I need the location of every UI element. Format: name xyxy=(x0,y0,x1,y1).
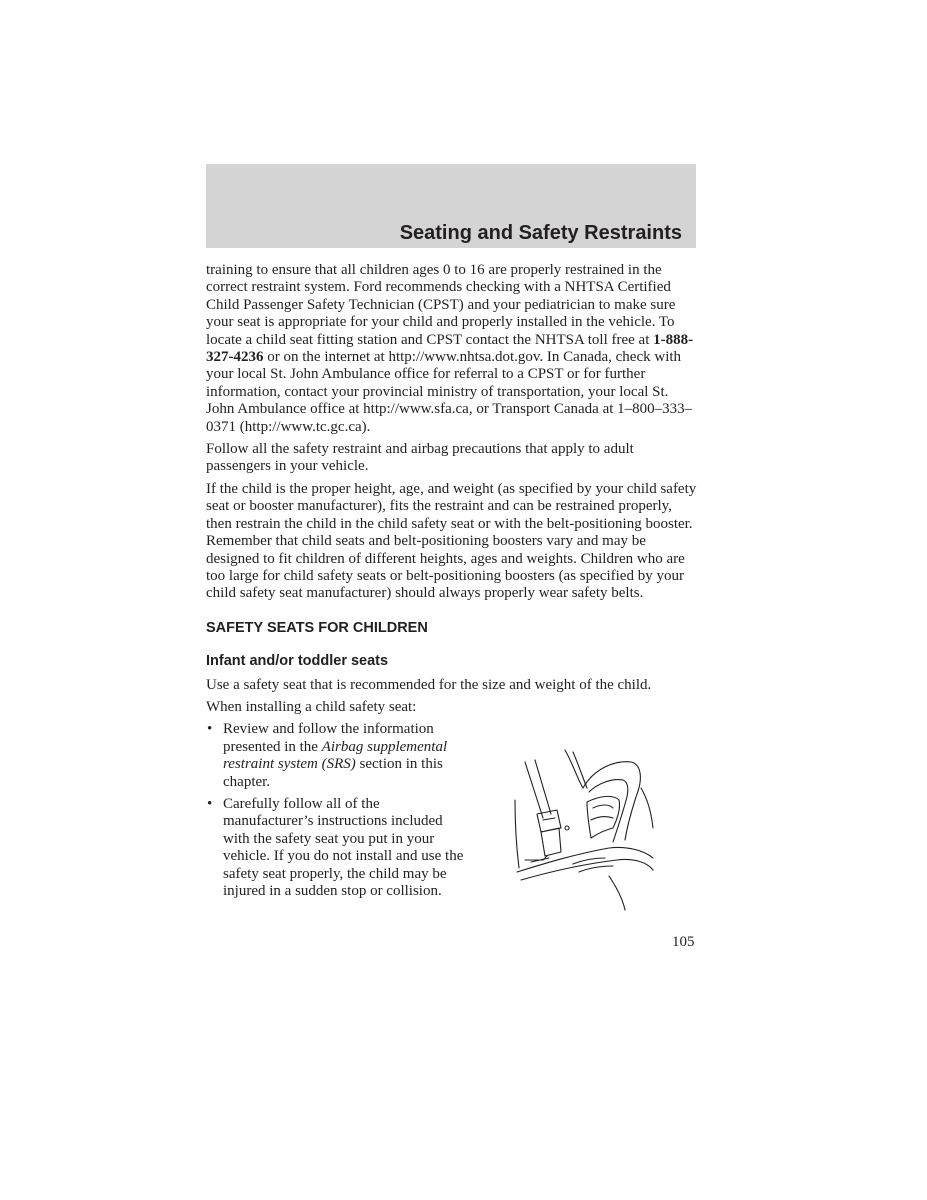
paragraph-precautions: Follow all the safety restraint and airbag precautions that apply to adult passengers in your vehicle. xyxy=(206,441,634,475)
paragraph-referral-text-a: training to ensure that all children ages 0 to 16 are properly restrained in the correct restraint system. Ford recommends checking with a NHTSA Certified Child Passenger Safety Technician (CPST) and your pediatrician to make sure your seat is appropriate for your child and properly installed in the vehicle. To locate a child seat fitting station and CPST contact the NHTSA toll free at xyxy=(206,262,676,348)
list-item-italic: Airbag supplemental restraint system (SRS) xyxy=(223,738,448,773)
list-item-text-b: section in this chapter. xyxy=(223,756,443,790)
paragraph-size-weight: Use a safety seat that is recommended for the size and weight of the child. xyxy=(206,676,652,693)
list-item-text: Carefully follow all of the manufacturer’s instructions included with the safety seat you put in your vehicle. If you do not install and use the safety seat properly, the child may be injured in a sudden stop or collision. xyxy=(223,795,464,899)
header-band xyxy=(206,164,696,248)
page-title: Seating and Safety Restraints xyxy=(399,222,682,244)
subheading: Infant and/or toddler seats xyxy=(206,653,389,670)
paragraph-referral xyxy=(206,262,698,436)
page-number: 105 xyxy=(672,934,695,950)
bullet-icon: • xyxy=(207,721,213,738)
seatbelt-buckle-illustration xyxy=(513,748,655,913)
list-item xyxy=(206,796,466,900)
bullet-icon: • xyxy=(207,795,213,812)
list-item-text-a: Review and follow the information presented in the xyxy=(223,721,434,755)
list-item xyxy=(206,721,466,791)
instruction-list xyxy=(206,721,466,900)
paragraph-proper-fit: If the child is the proper height, age, and weight (as specified by your child safety seat or booster manufacturer), fits the restraint and can be restrained properly, then restrain the child in the child safety seat or with the belt-positioning booster. Remember that child seats and belt-positioning boosters vary and may be designed to fit children of different heights, ages and weights. Children who are too large for child safety seats or belt-positioning boosters (as specified by your child safety seat manufacturer) should always properly wear safety belts. xyxy=(206,480,697,602)
paragraph-referral-text-b: or on the internet at http://www.nhtsa.dot.gov. In Canada, check with your local St. John Ambulance office for referral to a CPST or for further information, contact your provincial ministry of transportation, your local St. John Ambulance office at http://www.sfa.ca, or Transport Canada at 1–800–333–0371 (http://www.tc.gc.ca). xyxy=(206,349,693,435)
phone-number: 1-888-327-4236 xyxy=(206,331,694,366)
section-heading: SAFETY SEATS FOR CHILDREN xyxy=(206,619,428,636)
paragraph-installing: When installing a child safety seat: xyxy=(206,698,417,715)
